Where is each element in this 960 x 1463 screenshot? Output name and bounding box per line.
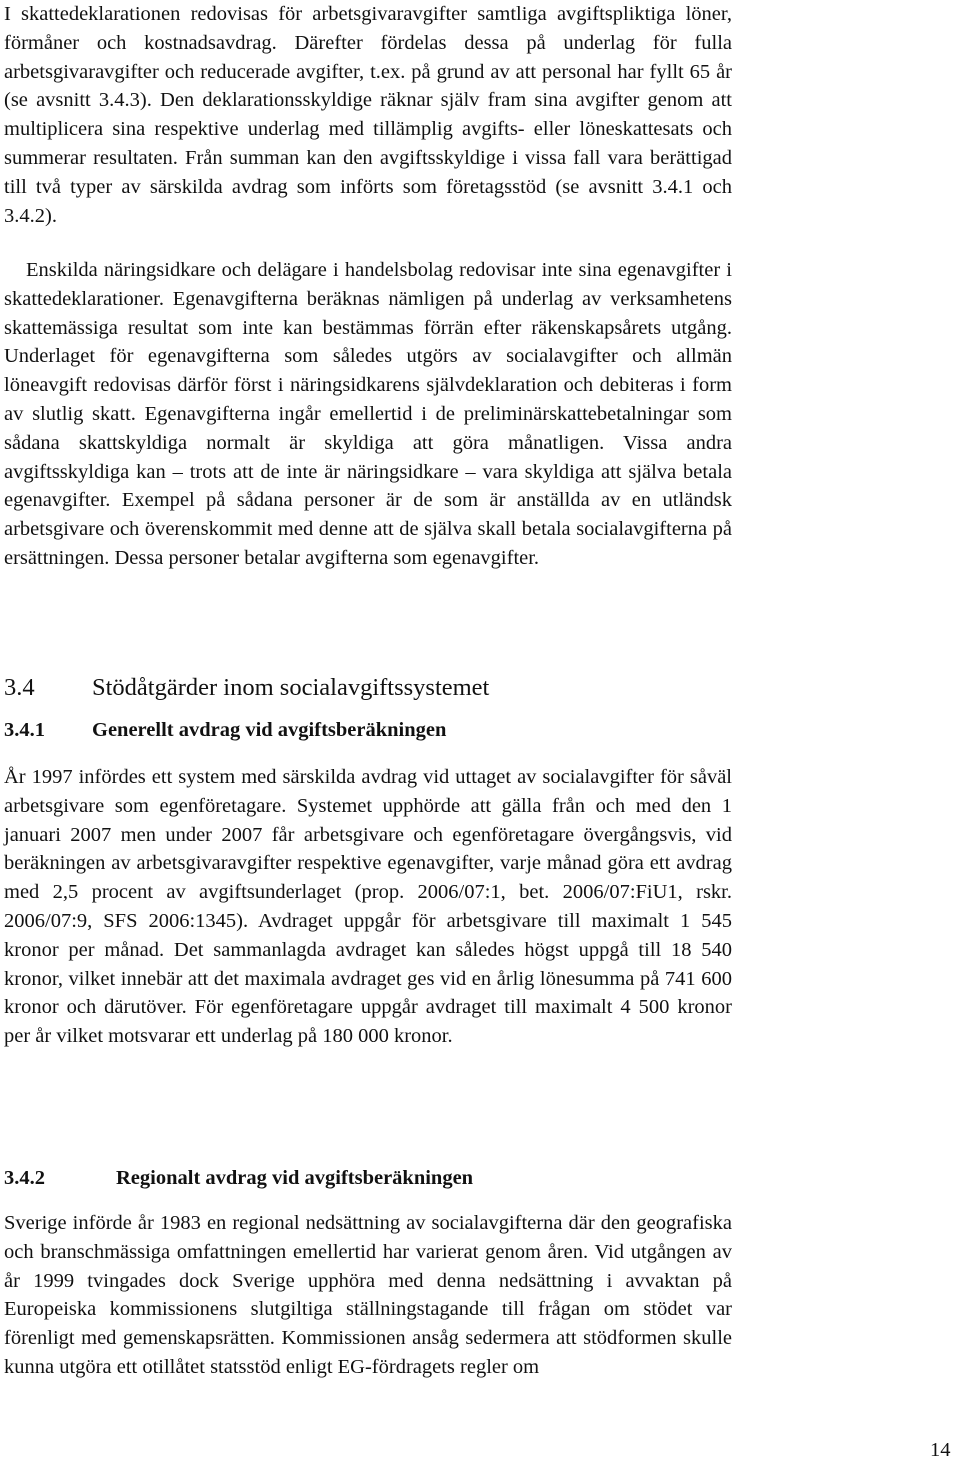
paragraph-regionalt-avdrag: Sverige införde år 1983 en regional nedsättning av socialavgifterna där den geografiska och branschmässiga omfattningen emellertid har varierat genom åren. Vid utgången av år 1999 tvingades dock Sverige upphöra med denna nedsättning i avvaktan på Europeiska kommissionens slutgiltiga ställningstagande till frågan om stödet var förenligt med gemenskapsrätten. Kommissionen ansåg sedermera att stödformen skulle kunna utgöra ett otillåtet statsstöd enligt EG-fördragets regler om xyxy=(4,1212,732,1378)
page-number: 14 xyxy=(930,1439,951,1461)
subsection-title: Regionalt avdrag vid avgiftsberäkningen xyxy=(116,1167,474,1189)
subsection-heading-generellt xyxy=(4,716,732,744)
section-number: 3.4 xyxy=(4,674,35,701)
paragraph-generellt-avdrag: År 1997 infördes ett system med särskilda avdrag vid uttaget av socialavgifter för såväl arbetsgivare som egenföretagare. Systemet upphörde att gälla från och med den 1 januari 2007 men under 2007 får arbetsgivare och egenföretagare övergångsvis, vid beräkningen av arbetsgivaravgifter respektive egenavgifter, varje månad göra ett avdrag med 2,5 procent av avgiftsunderlaget (prop. 2006/07:1, bet. 2006/07:FiU1, rskr. 2006/07:9, SFS 2006:1345). Avdraget uppgår för arbetsgivare till maximalt 1 545 kronor per månad. Det sammanlagda avdraget kan således högst uppgå till 18 540 kronor, vilket innebär att det maximala avdraget ges vid en årlig lönesumma på 741 600 kronor och därutöver. För egenföretagare uppgår avdraget till maximalt 4 500 kronor per år vilket motsvarar ett underlag på 180 000 kronor. xyxy=(4,766,732,1048)
subsection-number: 3.4.2 xyxy=(4,1167,45,1189)
paragraph-skattedeklaration: I skattedeklarationen redovisas för arbetsgivaravgifter samtliga avgiftspliktiga löner, förmåner och kostnadsavdrag. Därefter fördelas dessa på underlag för fulla arbetsgivaravgifter och reducerade avgifter, t.ex. på grund av att personal har fyllt 65 år (se avsnitt 3.4.3). Den deklarationsskyldige räknar själv fram sina avgifter genom att multiplicera sina respektive underlag med tillämplig avgifts- eller löneskattesats och summerar resultaten. Från summan kan den avgiftsskyldige i vissa fall vara berättigad till två typer av särskilda avdrag som införts som företagsstöd (se avsnitt 3.4.1 och 3.4.2). xyxy=(4,3,732,227)
subsection-heading-regionalt xyxy=(4,1164,732,1192)
subsection-number: 3.4.1 xyxy=(4,719,45,741)
section-title: Stödåtgärder inom socialavgiftssystemet xyxy=(92,674,490,701)
subsection-title: Generellt avdrag vid avgiftsberäkningen xyxy=(92,719,447,741)
paragraph-egenavgifter: Enskilda näringsidkare och delägare i handelsbolag redovisar inte sina egenavgifter i skattedeklarationer. Egenavgifterna beräknas nämligen på underlag av verksamhetens skattemässiga resultat som inte kan bestämmas förrän efter räkenskapsårets utgång. Underlaget för egenavgifterna som således utgörs av socialavgifter och allmän löneavgift redovisas därför först i näringsidkarens självdeklaration och debiteras i form av slutlig skatt. Egenavgifterna ingår emellertid i de preliminärskattebetalningar som sådana skattskyldiga normalt är skyldiga att göra månatligen. Vissa andra avgiftsskyldiga kan – trots att de inte är näringsidkare – vara skyldiga att själva betala egenavgifter. Exempel på sådana personer är de som är anställda av en utländsk arbetsgivare och överenskommit med denne att de själva skall betala socialavgifterna på ersättningen. Dessa personer betalar avgifterna som egenavgifter. xyxy=(4,259,732,569)
section-heading xyxy=(4,672,732,704)
